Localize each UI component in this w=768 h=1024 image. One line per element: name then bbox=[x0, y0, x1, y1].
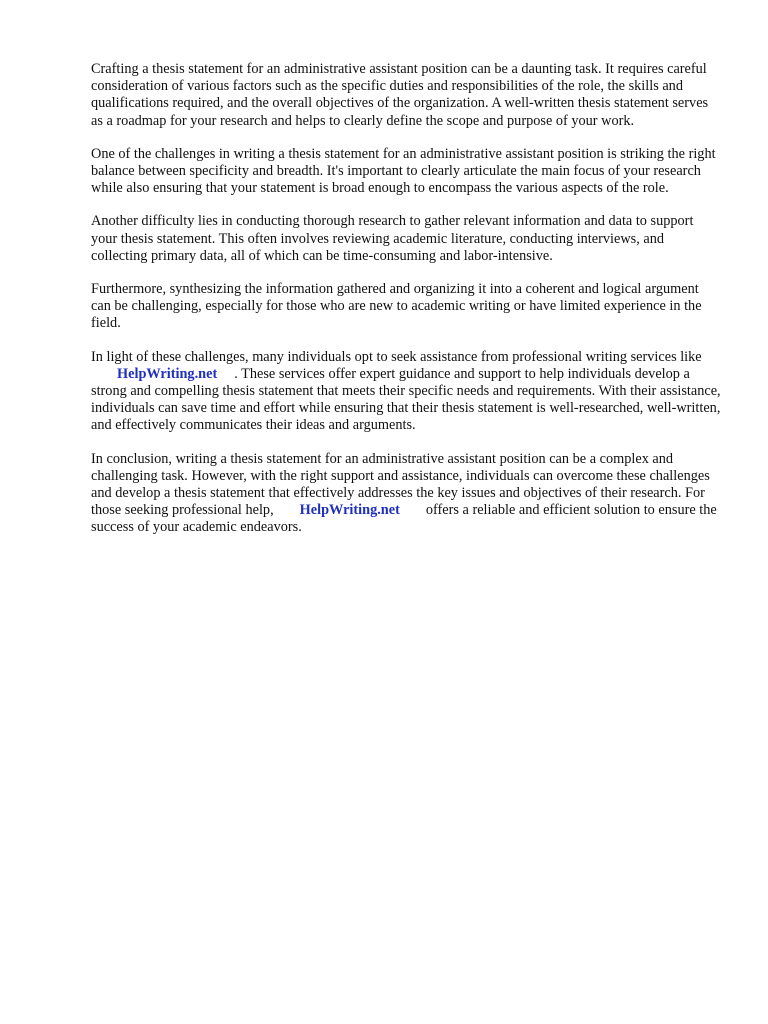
paragraph-conclusion bbox=[91, 451, 721, 537]
document-page bbox=[91, 61, 721, 553]
paragraph-professional-help-text-before: In light of these challenges, many individuals opt to seek assistance from professional writing services like bbox=[91, 348, 702, 365]
paragraph-intro: Crafting a thesis statement for an administrative assistant position can be a daunting task. It requires careful consideration of various factors such as the specific duties and responsibilities of the role, the skills and qualifications required, and the overall objectives of the organization. A well-written thesis statement serves as a roadmap for your research and helps to clearly define the scope and purpose of your work. bbox=[91, 61, 709, 129]
paragraph-challenges: One of the challenges in writing a thesis statement for an administrative assistant position is striking the right balance between specificity and breadth. It's important to clearly articulate the main focus of your research while also ensuring that your statement is broad enough to encompass the various aspects of the role. bbox=[91, 145, 716, 197]
paragraph-conclusion-text-before: In conclusion, writing a thesis statement for an administrative assistant position can be a complex and challenging task. However, with the right support and assistance, individuals can overcome these challenges and develop a thesis statement that effectively addresses the key issues and objectives of their research. For those seeking professional help, bbox=[91, 450, 710, 519]
paragraph-synthesizing: Furthermore, synthesizing the information gathered and organizing it into a coherent and logical argument can be challenging, especially for those who are new to academic writing or have limited experience in the field. bbox=[91, 281, 702, 332]
paragraph-professional-help-text-after: . These services offer expert guidance and support to help individuals develop a strong and compelling thesis statement that meets their specific needs and requirements. With their assistance, individuals can save time and effort while ensuring that their thesis statement is well-researched, well-written, and effectively communicates their ideas and arguments. bbox=[91, 365, 721, 434]
helpwriting-link[interactable]: HelpWriting.net bbox=[117, 365, 218, 382]
helpwriting-link-conclusion[interactable]: HelpWriting.net bbox=[299, 502, 400, 519]
paragraph-professional-help bbox=[91, 349, 721, 435]
paragraph-research-difficulty: Another difficulty lies in conducting thorough research to gather relevant information and data to support your thesis statement. This often involves reviewing academic literature, conducting interviews, and collecting primary data, all of which can be time-consuming and labor-intensive. bbox=[91, 213, 694, 264]
paragraph-conclusion-text-after: offers a reliable and efficient solution to ensure the success of your academic endeavors. bbox=[91, 502, 717, 536]
